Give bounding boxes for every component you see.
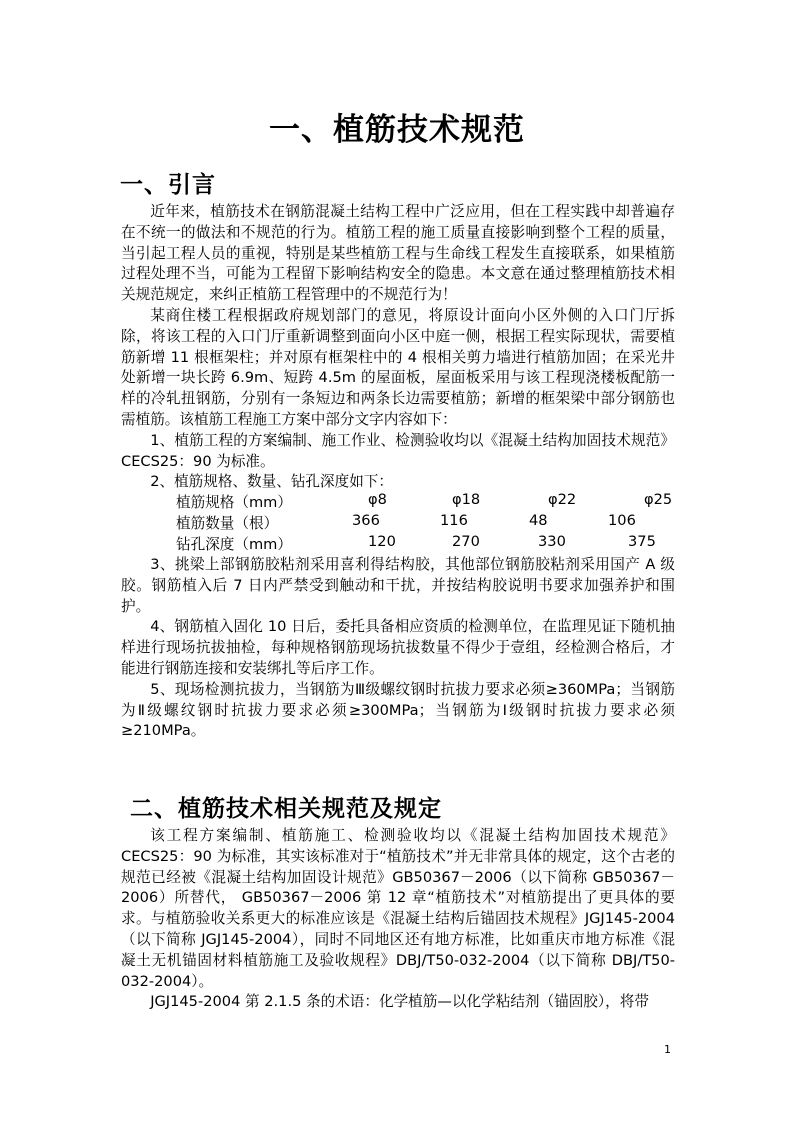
spec-cell: φ8: [368, 491, 387, 508]
spec-cell: 106: [608, 512, 636, 529]
paragraph: 4、钢筋植入固化 10 日后，委托具备相应资质的检测单位，在监理见证下随机抽样进行现场抗拔抽检，每种规格钢筋现场抗拔数量不得少于壹组，经检测合格后，才能进行钢筋连接和安装绑扎等后序工作。: [121, 618, 675, 677]
spec-row: [176, 491, 676, 512]
section-intro-body-continued: [121, 555, 675, 742]
spec-cell: φ22: [548, 491, 577, 508]
paragraph: 某商住楼工程根据政府规划部门的意见，将原设计面向小区外侧的入口门厅拆除，将该工程的入口门厅重新调整到面向小区中庭一侧，根据工程实际现状，需要植筋新增 11 根框架柱；并对原有框架柱中的 4 根相关剪力墙进行植筋加固；在采光井处新增一块长跨 6.9m、短跨 4.5m 的屋面板，屋面板采用与该工程现浇楼板配筋一样的冷轧扭钢筋，分别有一条短边和两条长边需要植筋；新增的框架梁中部分钢筋也需植筋。该植筋工程施工方案中部分文字内容如下：: [121, 306, 675, 428]
document-title: 一、植筋技术规范: [269, 112, 525, 148]
section-intro-body: [121, 202, 675, 493]
spec-cell: 366: [352, 512, 380, 529]
spec-cell: 330: [538, 533, 566, 550]
spec-cell: 375: [628, 533, 656, 550]
spec-cell: 116: [440, 512, 468, 529]
spec-cell: 120: [368, 533, 396, 550]
page-number: 1: [664, 1043, 671, 1056]
paragraph: 2、植筋规格、数量、钻孔深度如下：: [150, 473, 393, 491]
spec-row-label: 植筋数量（根）: [176, 515, 279, 532]
spec-row: [176, 512, 676, 533]
paragraph: 3、挑梁上部钢筋胶粘剂采用喜利得结构胶，其他部位钢筋胶粘剂采用国产 A 级胶。钢筋植入后 7 日内严禁受到触动和干扰，并按结构胶说明书要求加强养护和围护。: [121, 556, 675, 615]
section-heading-standards: 二、植筋技术相关规范及规定: [130, 796, 442, 822]
section-standards-body: [121, 826, 675, 1013]
spec-row-label: 钻孔深度（mm）: [176, 536, 292, 553]
spec-cell: φ25: [644, 491, 673, 508]
paragraph: 近年来，植筋技术在钢筋混凝土结构工程中广泛应用，但在工程实践中却普遍存在不统一的做法和不规范的行为。植筋工程的施工质量直接影响到整个工程的质量，当引起工程人员的重视，特别是某些植筋工程与生命线工程发生直接联系，如果植筋过程处理不当，可能为工程留下影响结构安全的隐患。本文意在通过整理植筋技术相关规范规定，来纠正植筋工程管理中的不规范行为！: [121, 203, 675, 304]
spec-cell: φ18: [452, 491, 481, 508]
paragraph: 1、植筋工程的方案编制、施工作业、检测验收均以《混凝土结构加固技术规范》CECS25：90 为标准。: [121, 431, 675, 470]
paragraph: 5、现场检测抗拔力，当钢筋为Ⅲ级螺纹钢时抗拔力要求必须≥360MPa；当钢筋为Ⅱ级螺纹钢时抗拔力要求必须≥300MPa；当钢筋为Ⅰ级钢时抗拔力要求必须≥210MPa。: [121, 680, 675, 740]
spec-table: [176, 491, 676, 554]
spec-cell: 48: [529, 512, 548, 529]
spec-row: [176, 533, 676, 554]
spec-cell: 270: [452, 533, 480, 550]
paragraph: JGJ145-2004 第 2.1.5 条的术语：化学植筋—以化学粘结剂（锚固胶），将带: [150, 993, 649, 1011]
section-heading-intro: 一、引言: [120, 172, 216, 198]
paragraph: 该工程方案编制、植筋施工、检测验收均以《混凝土结构加固技术规范》CECS25：90 为标准，其实该标准对于“植筋技术”并无非常具体的规定，这个古老的规范已经被《混凝土结构加固设计规范》GB50367－2006（以下简称 GB50367－2006）所替代， GB50367－2006 第 12 章“植筋技术”对植筋提出了更具体的要求。与植筋验收关系更大的标准应该是《混凝土结构后锚固技术规程》JGJ145-2004（以下简称 JGJ145-2004），同时不同地区还有地方标准，比如重庆市地方标准《混凝土无机锚固材料植筋施工及验收规程》DBJ/T50-032-2004（以下简称 DBJ/T50-032-2004）。: [121, 827, 675, 990]
spec-row-label: 植筋规格（mm）: [176, 494, 292, 511]
